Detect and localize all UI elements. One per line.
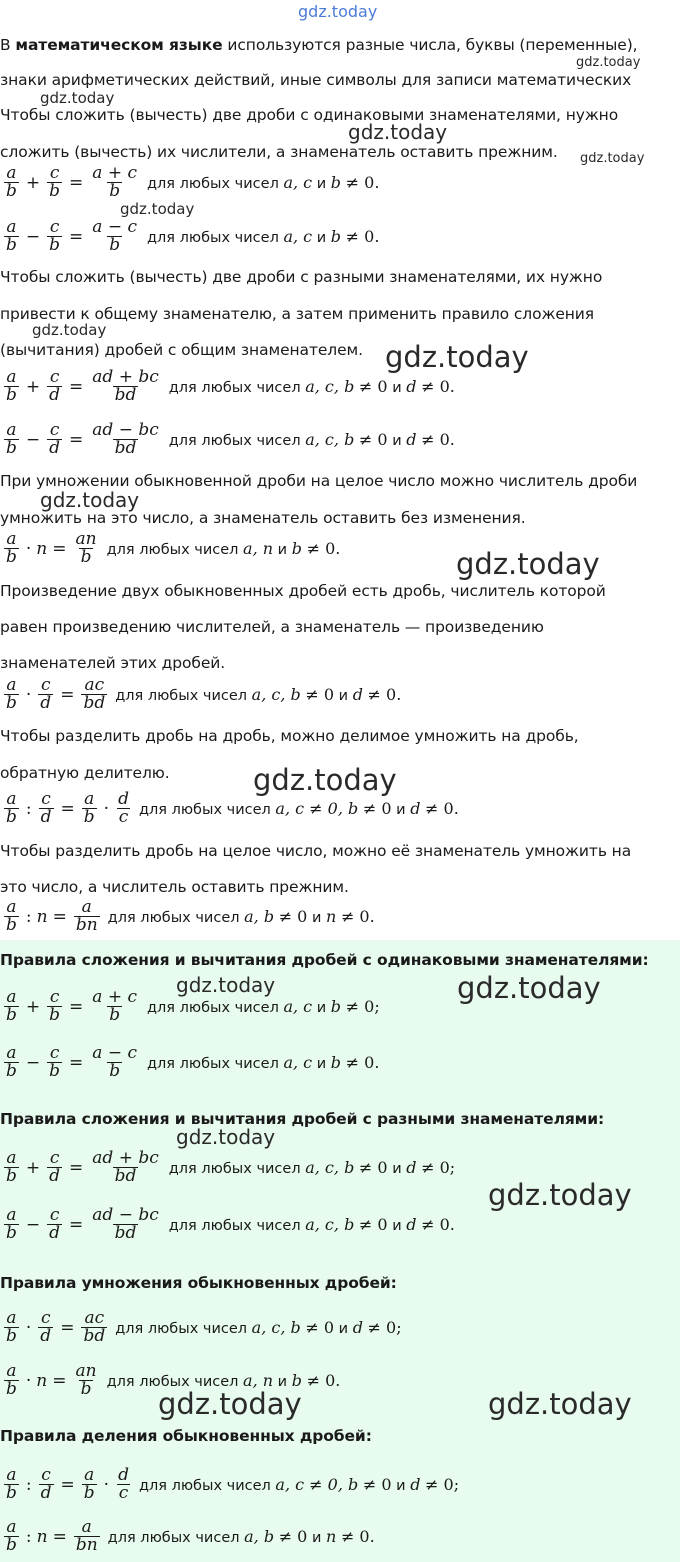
formula-condition: для любых чисел a, n и b ≠ 0. (106, 1371, 341, 1390)
summary-heading-division: Правила деления обыкновенных дробей: (0, 1427, 372, 1445)
watermark: gdz.today (32, 321, 107, 339)
fraction: $\frac{an}{b}$ (75, 529, 97, 567)
fraction: a b (6, 897, 17, 935)
fraction: $\frac{c}{d}$ (49, 1205, 61, 1243)
formula-condition: для любых чисел a, c ≠ 0, b ≠ 0 и d ≠ 0; (138, 1475, 460, 1494)
watermark: gdz.today (120, 200, 195, 218)
formula-condition: для любых чисел a, c, b ≠ 0 и d ≠ 0; (115, 1318, 402, 1337)
summary-formula-mul: a b · $\frac{c}{d}$ = $\frac{ac}{bd}$ для любых чисел a, c, b ≠ 0 и d ≠ 0; (6, 1308, 402, 1346)
formula-condition: для любых чисел a, c, b ≠ 0 и d ≠ 0; (168, 1158, 456, 1177)
fraction: $\frac{c}{d}$ (49, 367, 61, 405)
summary-formula-div-int: a b : n = $\frac{a}{bn}$ для любых чисел a, b ≠ 0 и n ≠ 0. (6, 1517, 375, 1555)
fraction: $\frac{ad + bc}{bd}$ (92, 367, 159, 405)
watermark: gdz.today (298, 2, 378, 21)
watermark: gdz.today (385, 340, 529, 374)
fraction: a b (6, 367, 17, 405)
formula-condition: для любых чисел a, n и b ≠ 0. (106, 539, 341, 558)
formula-condition: для любых чисел a, c, b ≠ 0 и d ≠ 0. (168, 430, 455, 449)
watermark: gdz.today (457, 971, 601, 1005)
rule-add-diff-line-3: (вычитания) дробей с общим знаменателем. (0, 341, 363, 359)
fraction: $\frac{ad - bc}{bd}$ (92, 1205, 159, 1243)
watermark: gdz.today (176, 1125, 276, 1149)
formula-mul: a b · $\frac{c}{d}$ = $\frac{ac}{bd}$ для любых чисел a, c, b ≠ 0 и d ≠ 0. (6, 675, 402, 713)
fraction: $\frac{c}{d}$ (40, 1465, 52, 1503)
watermark: gdz.today (40, 89, 115, 107)
fraction: $\frac{ad - bc}{bd}$ (92, 420, 159, 458)
summary-heading-same-denominators: Правила сложения и вычитания дробей с одинаковыми знаменателями: (0, 951, 649, 969)
fraction: $\frac{c}{b}$ (49, 987, 61, 1025)
intro-suffix: используются разные числа, буквы (переменные), (222, 36, 638, 54)
intro-line-2: знаки арифметических действий, иные символы для записи математических (0, 71, 632, 89)
rule-div-line-1: Чтобы разделить дробь на дробь, можно делимое умножить на дробь, (0, 727, 579, 745)
fraction: $\frac{a}{b}$ (83, 789, 95, 827)
fraction: $\frac{c}{b}$ (49, 163, 61, 201)
formula-condition: для любых чисел a, c ≠ 0, b ≠ 0 и d ≠ 0. (138, 799, 459, 818)
summary-heading-diff-denominators: Правила сложения и вычитания дробей с разными знаменателями: (0, 1110, 605, 1128)
fraction: $\frac{c}{d}$ (40, 675, 52, 713)
fraction: a b (6, 1043, 17, 1081)
formula-condition: для любых чисел a, b ≠ 0 и n ≠ 0. (107, 907, 375, 926)
rule-mul-line-3: знаменателей этих дробей. (0, 654, 226, 672)
watermark: gdz.today (456, 547, 600, 581)
watermark: gdz.today (158, 1387, 302, 1421)
fraction: a b (6, 163, 17, 201)
fraction: $\frac{a + c}{b}$ (92, 987, 137, 1025)
fraction: a b (6, 987, 17, 1025)
fraction: $\frac{a}{b}$ (83, 1465, 95, 1503)
formula-condition: для любых чисел a, c и b ≠ 0. (147, 173, 380, 192)
fraction: $\frac{c}{d}$ (49, 420, 61, 458)
rule-add-diff-line-1: Чтобы сложить (вычесть) две дроби с разными знаменателями, их нужно (0, 268, 603, 286)
formula-add-same: a b + $\frac{c}{b}$ = $\frac{a + c}{b}$ для любых чисел a, c и b ≠ 0. (6, 163, 380, 201)
fraction: d c (118, 789, 129, 827)
rule-mul-int-line-1: При умножении обыкновенной дроби на целое число можно числитель дроби (0, 472, 638, 490)
fraction: a b (6, 1517, 17, 1555)
formula-condition: для любых чисел a, c, b ≠ 0 и d ≠ 0. (168, 1215, 455, 1234)
rule-mul-line-2: равен произведению числителей, а знаменатель — произведению (0, 618, 544, 636)
fraction: $\frac{a - c}{b}$ (92, 1043, 137, 1081)
fraction: $\frac{a}{bn}$ (75, 1517, 98, 1555)
summary-formula-sub-diff: a b − $\frac{c}{d}$ = $\frac{ad - bc}{bd}$ для любых чисел a, c, b ≠ 0 и d ≠ 0. (6, 1205, 455, 1243)
formula-mul-int: a b · n = $\frac{an}{b}$ для любых чисел a, n и b ≠ 0. (6, 529, 341, 567)
fraction: a b (6, 217, 17, 255)
rule-add-diff-line-2: привести к общему знаменателю, а затем применить правило сложения (0, 305, 595, 323)
fraction: $\frac{c}{b}$ (49, 217, 61, 255)
formula-add-diff: a b + $\frac{c}{d}$ = $\frac{ad + bc}{bd}$ для любых чисел a, c, b ≠ 0 и d ≠ 0. (6, 367, 455, 405)
fraction: $\frac{c}{d}$ (40, 789, 52, 827)
formula-div-int: a b : n = $\frac{a}{bn}$ для любых чисел a, b ≠ 0 и n ≠ 0. (6, 897, 375, 935)
fraction: a b (6, 675, 17, 713)
rule-mul-int-line-2: умножить на это число, а знаменатель оставить без изменения. (0, 509, 526, 527)
formula-sub-same: a b − $\frac{c}{b}$ = $\frac{a - c}{b}$ для любых чисел a, c и b ≠ 0. (6, 217, 380, 255)
formula-condition: для любых чисел a, c и b ≠ 0; (147, 997, 380, 1016)
watermark: gdz.today (488, 1178, 632, 1212)
watermark: gdz.today (176, 973, 276, 997)
intro-line-1 (0, 36, 637, 54)
formula-condition: для любых чисел a, c и b ≠ 0. (147, 1053, 380, 1072)
fraction: a b (6, 1361, 17, 1399)
summary-formula-mul-int: a b · n = $\frac{an}{b}$ для любых чисел a, n и b ≠ 0. (6, 1361, 341, 1399)
summary-formula-add-diff: a b + $\frac{c}{d}$ = $\frac{ad + bc}{bd}$ для любых чисел a, c, b ≠ 0 и d ≠ 0; (6, 1148, 456, 1186)
watermark: gdz.today (348, 120, 448, 144)
intro-bold-term: математическом языке (15, 36, 223, 54)
watermark: gdz.today (253, 763, 397, 797)
rule-div-line-2: обратную делителю. (0, 764, 170, 782)
fraction: a b (6, 529, 17, 567)
fraction: $\frac{ac}{bd}$ (83, 1308, 106, 1346)
formula-div: a b : $\frac{c}{d}$ = $\frac{a}{b}$ · d c для любых чисел a, c ≠ 0, b ≠ 0 и d ≠ 0. (6, 789, 459, 827)
fraction: $\frac{ad + bc}{bd}$ (92, 1148, 159, 1186)
intro-prefix: В (0, 36, 16, 54)
fraction: $\frac{c}{b}$ (49, 1043, 61, 1081)
summary-heading-multiplication: Правила умножения обыкновенных дробей: (0, 1274, 397, 1292)
watermark: gdz.today (576, 55, 641, 70)
fraction: a b (6, 1148, 17, 1186)
fraction: a b (6, 789, 17, 827)
fraction: d c (118, 1465, 129, 1503)
fraction: $\frac{an}{b}$ (75, 1361, 97, 1399)
summary-formula-add-same: a b + $\frac{c}{b}$ = $\frac{a + c}{b}$ для любых чисел a, c и b ≠ 0; (6, 987, 380, 1025)
formula-condition: для любых чисел a, c, b ≠ 0 и d ≠ 0. (168, 377, 455, 396)
fraction: $\frac{a - c}{b}$ (92, 217, 137, 255)
formula-condition: для любых чисел a, b ≠ 0 и n ≠ 0. (107, 1527, 375, 1546)
fraction: $\frac{a + c}{b}$ (92, 163, 137, 201)
fraction: a b (6, 1205, 17, 1243)
fraction: $\frac{a}{bn}$ (75, 897, 98, 935)
watermark: gdz.today (40, 488, 140, 512)
formula-sub-diff: a b − $\frac{c}{d}$ = $\frac{ad - bc}{bd}$ для любых чисел a, c, b ≠ 0 и d ≠ 0. (6, 420, 455, 458)
summary-formula-div: a b : $\frac{c}{d}$ = $\frac{a}{b}$ · d c для любых чисел a, c ≠ 0, b ≠ 0 и d ≠ 0; (6, 1465, 460, 1503)
rule-mul-line-1: Произведение двух обыкновенных дробей есть дробь, числитель которой (0, 582, 606, 600)
fraction: $\frac{ac}{bd}$ (83, 675, 106, 713)
rule-add-same-line-1: Чтобы сложить (вычесть) две дроби с одинаковыми знаменателями, нужно (0, 106, 619, 124)
rule-div-int-line-1: Чтобы разделить дробь на целое число, можно её знаменатель умножить на (0, 842, 632, 860)
watermark: gdz.today (580, 151, 645, 166)
formula-condition: для любых чисел a, c и b ≠ 0. (147, 227, 380, 246)
formula-condition: для любых чисел a, c, b ≠ 0 и d ≠ 0. (115, 685, 402, 704)
fraction: $\frac{c}{d}$ (49, 1148, 61, 1186)
fraction: $\frac{c}{d}$ (40, 1308, 52, 1346)
fraction: a b (6, 420, 17, 458)
rule-add-same-line-2: сложить (вычесть) их числители, а знаменатель оставить прежним. (0, 143, 558, 161)
summary-formula-sub-same: a b − $\frac{c}{b}$ = $\frac{a - c}{b}$ для любых чисел a, c и b ≠ 0. (6, 1043, 380, 1081)
watermark: gdz.today (488, 1387, 632, 1421)
fraction: a b (6, 1308, 17, 1346)
fraction: a b (6, 1465, 17, 1503)
rule-div-int-line-2: это число, а числитель оставить прежним. (0, 878, 349, 896)
